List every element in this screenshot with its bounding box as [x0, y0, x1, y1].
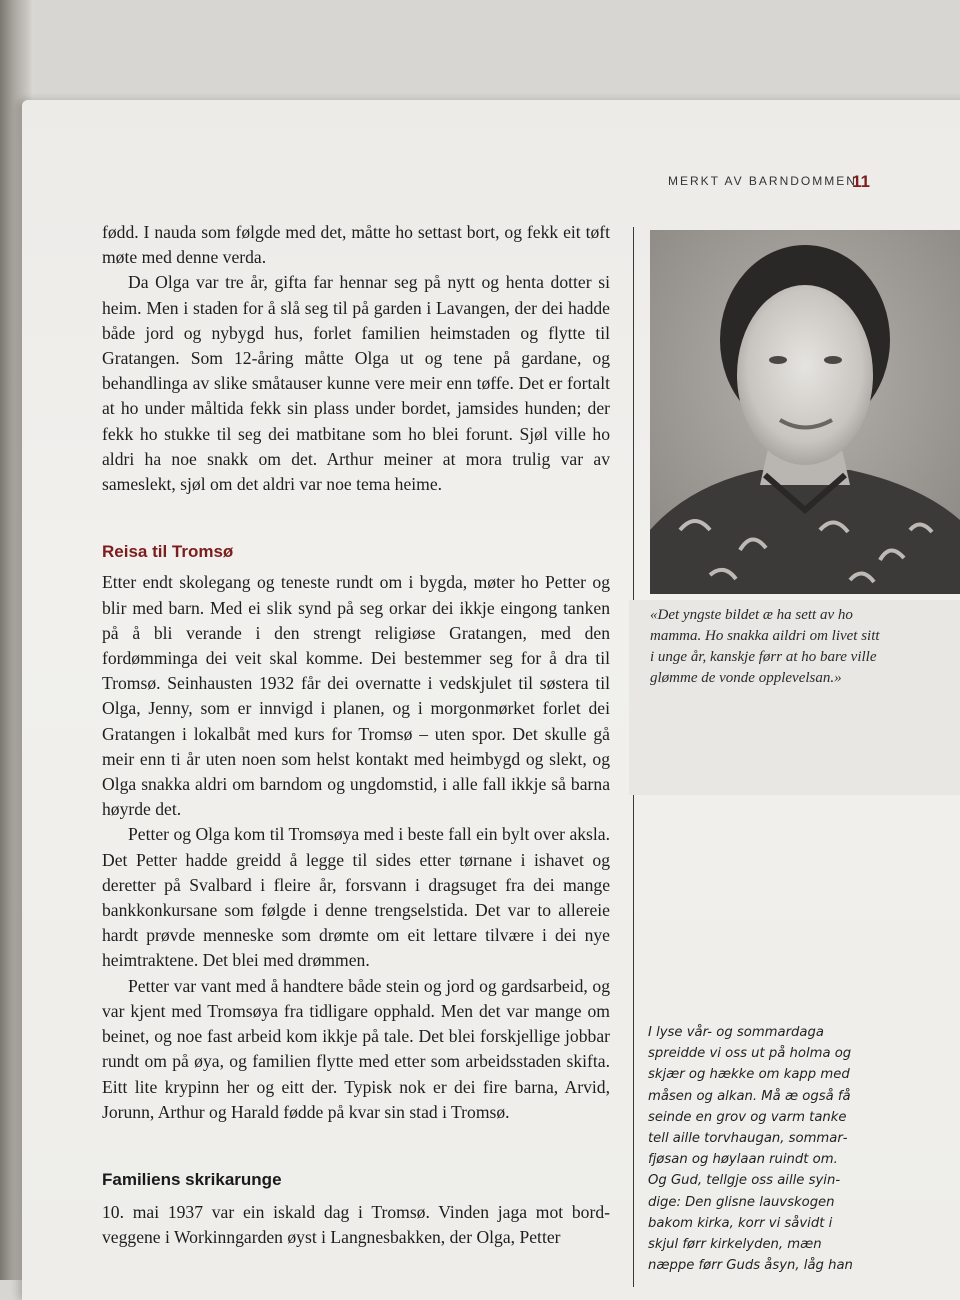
photo-caption: «Det yngste bildet æ ha sett av ho mamma. Ho snakka aildri om livet sitt i unge år, kanskje førr at ho bare ville glømme de vonde opplevelsan.» [650, 607, 880, 686]
main-text-column [102, 220, 610, 1251]
paragraph: 10. mai 1937 var ein iskald dag i Tromsø. Vinden jaga mot bordveggene i Workinngarden øyst i Langnesbakken, der Olga, Petter [102, 1202, 610, 1248]
paragraph: Petter var vant med å handtere både stein og jord og gardsarbeid, og var kjent med Tromsøya fra tidligare opphald. Men det var mange om beinet, og noe fast arbeid kom ikkje på tale. Det blei forskjellige jobbar rundt om på øya, og familien flytte med etter som arbeidsstaden skifta. Eitt lite krypinn her og eitt der. Typisk nok er dei fire barna, Arvid, Jorunn, Arthur og Harald fødde på kvar sin stad i Tromsø. [102, 975, 610, 1122]
page-number: 11 [852, 172, 870, 191]
section-heading: Familiens skrikarunge [102, 1169, 282, 1189]
paragraph: Etter endt skolegang og teneste rundt om i bygda, møter ho Petter og blir med barn. Med ei slik synd på seg orkar dei ikkje eingong tanken på å bli verande i den strengt religiøse Gratangen, med den fordømminga dei veit skal komme. Dei bestemmer seg for å dra til Tromsø. Seinhausten 1932 får dei overnatte i vedskjulet til søstera til Olga, Jenny, som er innvigd i planen, og i morgonmørket forlet dei Gratangen i lokalbåt med kurs for Tromsø – uten spor. Det skulle gå meir enn ti år uten noen som helst kontakt med heimbygd og slekt, og Olga snakka aldri om barndom og ungdomstid, i alle fall ikkje så barna høyrde det. [102, 572, 610, 820]
paragraph: Da Olga var tre år, gifta far hennar seg på nytt og henta dotter si heim. Men i staden for å slå seg til på garden i Lavangen, der dei hadde både jord og nybygd hus, forlet familien heimstaden og flytte til Gratangen. Som 12-åring måtte Olga ut og tene på gardane, og behandlinga av slike småtauser kunne vere meir enn tøffe. Det er fortalt at ho under måltida fekk sin plass under bordet, jamsides hunden; der fekk ho stukke til seg dei matbitane som ho blei forunt. Sjøl ville ho aldri ha noe snakk om det. Arthur meiner at mora trulig var av sameslekt, sjøl om det aldri var noe tema heime. [102, 272, 610, 495]
sidebar-quote: I lyse vår- og sommardaga spreidde vi oss ut på holma og skjær og hække om kapp med måsen og alkan. Må æ også få seinde en grov og varm tanke tell aille torvhaugan, sommarfjøsan og høylaan ruindt om. Og Gud, tellgje oss aille syindige: Den glisne lauvskogen bakom kirka, korr vi såvidt i skjul førr kirkelyden, mæn næppe førr Guds åsyn, låg han [648, 1025, 853, 1274]
paragraph: fødd. I nauda som følgde med det, måtte ho settast bort, og fekk eit tøft møte med denne verda. [102, 222, 610, 268]
portrait-photo [650, 230, 960, 594]
paragraph: Petter og Olga kom til Tromsøya med i beste fall ein bylt over aksla. Det Petter hadde greidd å legge til sides etter tørnane i ishavet og deretter på Svalbard i fleire år, forsvann i dragsuget fra dei mange bankkonkursane som følgde i denne trengselstida. Det var to allereie hardt prøvde menneske som drømte om eit lettare tilvære i dei nye heimtraktene. Det blei med drømmen. [102, 824, 610, 971]
section-heading: Reisa til Tromsø [102, 542, 234, 562]
running-head: MERKT AV BARNDOMMEN [668, 174, 857, 188]
